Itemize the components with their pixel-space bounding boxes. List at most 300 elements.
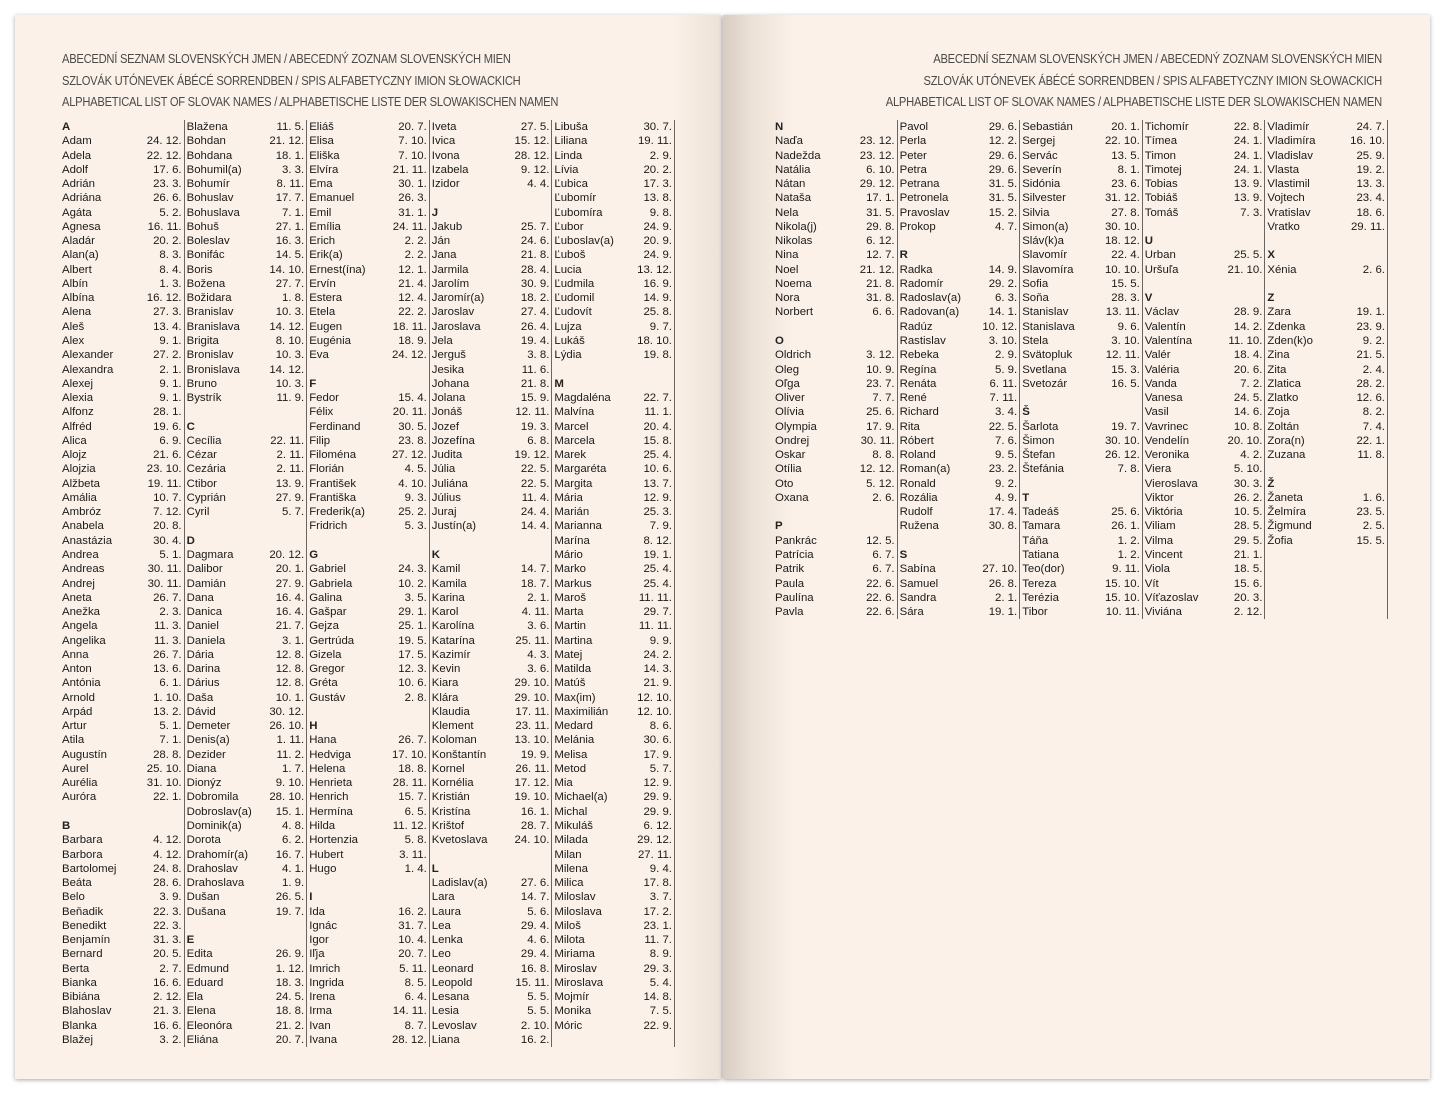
name-text: Móric <box>554 1019 583 1032</box>
name-day-date: 3. 6. <box>527 620 550 633</box>
name-text: Izabela <box>431 163 469 176</box>
name-day-date: 19. 12. <box>514 449 550 462</box>
name-text: Hugo <box>309 862 337 875</box>
name-entry <box>900 519 1018 533</box>
name-entry <box>432 676 550 690</box>
name-day-date: 31. 7. <box>398 919 427 932</box>
name-day-date: 24. 9. <box>643 249 672 262</box>
name-entry <box>62 833 182 847</box>
name-text: Dana <box>186 591 214 604</box>
name-day-date: 29. 6. <box>988 163 1018 176</box>
name-day-date: 29. 1. <box>398 606 427 619</box>
name-entry <box>62 1033 182 1047</box>
name-day-date: 18. 8. <box>275 1005 305 1018</box>
name-text: Klára <box>431 691 459 704</box>
name-text: Mária <box>554 491 583 504</box>
name-day-date: 3. 5. <box>404 591 427 604</box>
name-day-date: 10. 7. <box>153 491 182 504</box>
name-text: Emil <box>309 206 332 219</box>
name-entry <box>187 577 305 591</box>
name-entry <box>775 477 895 491</box>
name-entry <box>900 334 1018 348</box>
name-text: Anna <box>62 648 89 661</box>
name-day-date: 20. 3. <box>1233 591 1263 604</box>
name-entry <box>1022 120 1140 134</box>
name-text: Vladislav <box>1267 149 1313 162</box>
name-text: Vladimír <box>1267 121 1310 133</box>
name-text: Bartolomej <box>62 862 117 875</box>
name-entry <box>775 163 895 177</box>
name-text: Bronislava <box>186 363 240 376</box>
name-text: Arnold <box>62 691 95 704</box>
name-day-date: 13. 10. <box>514 734 550 747</box>
name-text: Emília <box>309 220 341 233</box>
name-day-date: 7. 8. <box>1117 463 1140 476</box>
letter-heading-text: I <box>309 891 313 904</box>
name-day-date: 12. 4. <box>398 292 427 305</box>
name-entry <box>1145 163 1263 177</box>
name-entry <box>309 263 427 277</box>
name-text: Ľudmila <box>554 277 595 290</box>
name-day-date: 28. 12. <box>391 1034 427 1046</box>
name-entry <box>900 391 1018 405</box>
name-entry <box>900 577 1018 591</box>
name-text: Sebastián <box>1022 121 1073 133</box>
name-text: Sára <box>899 606 924 619</box>
name-day-date: 2. 6. <box>1362 263 1385 276</box>
name-entry <box>1022 605 1140 619</box>
name-entry <box>187 1033 305 1047</box>
name-text: Albína <box>62 292 95 305</box>
spacer <box>309 363 427 377</box>
name-text: Nátan <box>775 178 806 191</box>
right-header <box>886 48 1382 113</box>
name-day-date: 6. 12. <box>866 235 895 248</box>
name-text: Aladár <box>62 235 95 248</box>
name-day-date: 2. 12. <box>153 991 182 1004</box>
name-entry <box>554 1004 672 1018</box>
name-day-date: 8. 9. <box>649 948 672 961</box>
name-entry <box>1145 505 1263 519</box>
name-day-date: 10. 6. <box>643 463 672 476</box>
name-entry <box>62 762 182 776</box>
name-day-date: 13. 2. <box>153 705 182 718</box>
name-text: Vanda <box>1144 377 1177 390</box>
name-entry <box>187 391 305 405</box>
name-day-date: 8. 8. <box>872 449 895 462</box>
name-day-date: 8. 3. <box>159 249 182 262</box>
name-day-date: 27. 1. <box>275 220 305 233</box>
name-text: Martina <box>554 634 593 647</box>
name-entry <box>432 762 550 776</box>
name-entry <box>187 277 305 291</box>
name-entry <box>309 805 427 819</box>
name-entry <box>309 434 427 448</box>
name-text: Víťazoslav <box>1144 591 1199 604</box>
name-day-date: 12. 8. <box>275 677 305 690</box>
name-entry <box>309 562 427 576</box>
name-day-date: 4. 11. <box>521 606 550 619</box>
name-text: Daniela <box>186 634 226 647</box>
name-entry <box>309 234 427 248</box>
name-text: Malvína <box>554 406 595 419</box>
name-entry <box>187 548 305 562</box>
name-text: Irena <box>309 991 336 1004</box>
letter-heading <box>432 548 550 562</box>
name-entry <box>554 790 672 804</box>
name-entry <box>62 1004 182 1018</box>
name-day-date: 18. 3. <box>275 976 305 989</box>
name-entry <box>432 348 550 362</box>
name-text: Barbora <box>62 848 103 861</box>
name-text: Branislav <box>186 306 234 319</box>
name-day-date: 12. 5. <box>866 534 895 547</box>
name-day-date: 26. 7. <box>153 648 182 661</box>
name-entry <box>309 947 427 961</box>
name-text: Ľubor <box>554 220 584 233</box>
name-day-date: 30. 11. <box>147 577 182 590</box>
name-entry <box>62 691 182 705</box>
name-text: Paula <box>775 577 805 590</box>
name-entry <box>187 491 305 505</box>
name-text: Milena <box>554 862 588 875</box>
name-entry <box>1145 577 1263 591</box>
name-day-date: 15. 9. <box>520 392 550 405</box>
name-entry <box>432 220 550 234</box>
name-day-date: 9. 11. <box>1112 563 1140 576</box>
name-entry <box>900 206 1018 220</box>
letter-heading <box>187 933 305 947</box>
name-text: Koloman <box>431 734 477 747</box>
name-entry <box>554 990 672 1004</box>
name-day-date: 11. 2. <box>276 748 305 761</box>
name-text: Noema <box>775 277 812 290</box>
name-entry <box>1267 405 1385 419</box>
name-entry <box>62 149 182 163</box>
name-text: Erik(a) <box>309 249 343 262</box>
name-entry <box>775 177 895 191</box>
name-entry <box>432 705 550 719</box>
letter-heading <box>62 819 182 833</box>
name-text: Mia <box>554 777 573 790</box>
name-text: Dušan <box>186 891 220 904</box>
name-text: Júlia <box>431 463 456 476</box>
name-day-date: 24. 1. <box>1233 149 1263 162</box>
name-text: Anežka <box>62 606 100 619</box>
name-day-date: 3. 10. <box>988 334 1018 347</box>
name-text: Viktória <box>1144 506 1183 519</box>
name-day-date: 28. 7. <box>520 820 550 833</box>
name-entry <box>1022 320 1140 334</box>
name-text: Cyprián <box>186 491 226 504</box>
name-entry <box>1145 248 1263 262</box>
name-day-date: 22. 2. <box>398 306 427 319</box>
name-text: Drahoslav <box>186 862 238 875</box>
name-day-date: 2. 6. <box>872 491 895 504</box>
name-entry <box>900 277 1018 291</box>
name-day-date: 3. 11. <box>399 848 427 861</box>
name-entry <box>62 134 182 148</box>
spacer <box>775 320 895 334</box>
name-entry <box>1022 134 1140 148</box>
name-entry <box>900 120 1018 134</box>
name-text: Tomáš <box>1144 206 1179 219</box>
name-entry <box>187 120 305 134</box>
name-text: Daniel <box>186 620 219 633</box>
spacer <box>775 505 895 519</box>
name-day-date: 27. 11. <box>637 848 672 861</box>
name-text: Sergej <box>1022 135 1056 148</box>
name-text: Aleš <box>62 320 85 333</box>
name-entry <box>554 548 672 562</box>
name-entry <box>900 149 1018 163</box>
name-entry <box>62 348 182 362</box>
name-text: Nikola(j) <box>775 220 817 233</box>
name-entry <box>62 305 182 319</box>
name-text: Michal <box>554 805 588 818</box>
name-day-date: 14. 7. <box>520 891 550 904</box>
name-text: Eduard <box>186 976 224 989</box>
name-entry <box>554 334 672 348</box>
name-text: Edita <box>186 948 213 961</box>
name-entry <box>432 819 550 833</box>
name-day-date: 11. 1. <box>644 406 672 419</box>
name-entry <box>309 848 427 862</box>
name-day-date: 30. 10. <box>1104 434 1140 447</box>
name-day-date: 27. 6. <box>520 877 550 890</box>
name-text: Nadežda <box>775 149 821 162</box>
name-entry <box>432 177 550 191</box>
name-entry <box>309 519 427 533</box>
name-text: Rita <box>899 420 920 433</box>
name-entry <box>62 705 182 719</box>
name-entry <box>1022 462 1140 476</box>
name-day-date: 13. 9. <box>1233 178 1263 191</box>
name-entry <box>187 790 305 804</box>
name-entry <box>1145 263 1263 277</box>
name-text: Marián <box>554 506 590 519</box>
name-day-date: 9. 8. <box>649 206 672 219</box>
name-entry <box>187 505 305 519</box>
name-text: Milan <box>554 848 582 861</box>
name-entry <box>432 776 550 790</box>
name-text: Atila <box>62 734 85 747</box>
name-entry <box>554 976 672 990</box>
name-text: Benedikt <box>62 919 107 932</box>
name-day-date: 30. 1. <box>398 178 427 191</box>
letter-heading <box>309 548 427 562</box>
name-entry <box>554 448 672 462</box>
name-text: Sandra <box>899 591 937 604</box>
name-day-date: 21. 6. <box>153 449 182 462</box>
name-text: Nataša <box>775 192 812 205</box>
name-text: Henrich <box>309 791 349 804</box>
name-entry <box>1145 534 1263 548</box>
name-day-date: 22. 7. <box>643 392 672 405</box>
name-text: Oldrich <box>775 349 812 362</box>
name-text: Nina <box>775 249 799 262</box>
name-day-date: 8. 2. <box>1362 406 1385 419</box>
name-day-date: 4. 9. <box>995 491 1018 504</box>
name-day-date: 24. 9. <box>643 220 672 233</box>
header-line-czech-slovak: ABECEDNÍ SEZNAM SLOVENSKÝCH JMEN / ABECEDNÝ ZOZNAM SLOVENSKÝCH MIEN <box>62 51 511 66</box>
name-entry <box>62 662 182 676</box>
name-text: Patrícia <box>775 548 814 561</box>
name-entry <box>187 363 305 377</box>
name-day-date: 17. 11. <box>515 705 550 718</box>
name-day-date: 13. 6. <box>153 663 182 676</box>
name-entry <box>187 748 305 762</box>
name-day-date: 6. 10. <box>866 163 895 176</box>
name-entry <box>775 363 895 377</box>
name-text: Zlatica <box>1267 377 1301 390</box>
name-day-date: 10. 10. <box>1104 263 1140 276</box>
name-day-date: 29. 11. <box>1350 220 1385 233</box>
name-text: Angelika <box>62 634 106 647</box>
name-day-date: 19. 1. <box>1356 306 1385 319</box>
name-text: Radka <box>899 263 933 276</box>
name-entry <box>554 1019 672 1033</box>
name-day-date: 8. 11. <box>276 178 305 191</box>
name-entry <box>900 505 1018 519</box>
name-day-date: 8. 1. <box>1117 163 1140 176</box>
name-day-date: 21. 12. <box>859 263 895 276</box>
name-day-date: 13. 5. <box>1111 149 1140 162</box>
name-entry <box>1267 305 1385 319</box>
name-day-date: 28. 9. <box>1233 306 1263 319</box>
name-text: Slavomír <box>1022 249 1068 262</box>
name-text: Oto <box>775 477 794 490</box>
name-day-date: 20. 5. <box>153 948 182 961</box>
name-entry <box>554 534 672 548</box>
name-day-date: 28. 1. <box>153 406 182 419</box>
name-text: Valentína <box>1144 334 1193 347</box>
name-text: Július <box>431 491 461 504</box>
name-day-date: 7. 4. <box>1362 420 1385 433</box>
name-day-date: 31. 10. <box>146 777 182 790</box>
name-day-date: 8. 6. <box>649 720 672 733</box>
name-entry <box>554 705 672 719</box>
name-entry <box>309 120 427 134</box>
letter-heading-text: N <box>775 121 784 133</box>
spacer <box>1145 220 1263 234</box>
name-text: Johana <box>431 377 470 390</box>
name-text: Vasil <box>1144 406 1169 419</box>
name-text: Olympia <box>775 420 817 433</box>
name-day-date: 13. 3. <box>1356 178 1385 191</box>
name-text: Etela <box>309 306 336 319</box>
name-day-date: 27. 2. <box>153 349 182 362</box>
name-day-date: 2. 8. <box>404 691 427 704</box>
name-text: Anastázia <box>62 534 113 547</box>
name-entry <box>62 1019 182 1033</box>
name-entry <box>554 848 672 862</box>
name-text: Cézar <box>186 449 217 462</box>
name-entry <box>554 305 672 319</box>
name-text: Petrana <box>899 178 940 191</box>
name-entry <box>1022 220 1140 234</box>
name-day-date: 24. 5. <box>275 991 305 1004</box>
name-day-date: 16. 7. <box>275 848 305 861</box>
letter-heading <box>309 719 427 733</box>
name-text: Jozef <box>431 420 460 433</box>
name-day-date: 11. 11. <box>638 591 672 604</box>
name-day-date: 17. 7. <box>275 192 305 205</box>
name-text: Olívia <box>775 406 805 419</box>
name-day-date: 10. 9. <box>866 363 895 376</box>
name-text: Vojtech <box>1267 192 1305 205</box>
name-day-date: 3. 2. <box>159 1034 182 1046</box>
name-day-date: 25. 7. <box>520 220 550 233</box>
name-day-date: 6. 11. <box>989 377 1018 390</box>
name-text: Ľuboslav(a) <box>554 235 614 248</box>
name-text: Eliána <box>186 1034 219 1046</box>
name-entry <box>1145 348 1263 362</box>
name-text: Galina <box>309 591 343 604</box>
name-day-date: 11. 12. <box>392 820 427 833</box>
name-day-date: 21. 3. <box>153 1005 182 1018</box>
name-day-date: 28. 2. <box>1356 377 1385 390</box>
name-text: Max(im) <box>554 691 596 704</box>
name-entry <box>775 448 895 462</box>
name-text: Milica <box>554 877 584 890</box>
name-entry <box>62 719 182 733</box>
name-text: Albín <box>62 277 88 290</box>
name-text: Otília <box>775 463 802 476</box>
name-text: Terézia <box>1022 591 1059 604</box>
name-text: Damián <box>186 577 226 590</box>
name-entry <box>1145 363 1263 377</box>
name-text: Imrich <box>309 962 341 975</box>
name-text: Eliška <box>309 149 340 162</box>
name-text: Pravoslav <box>899 206 950 219</box>
name-entry <box>62 163 182 177</box>
name-day-date: 6. 7. <box>872 563 895 576</box>
name-text: Ctibor <box>186 477 217 490</box>
name-entry <box>1145 134 1263 148</box>
name-text: Jarmila <box>431 263 469 276</box>
name-entry <box>62 748 182 762</box>
name-entry <box>309 477 427 491</box>
name-text: Adolf <box>62 163 88 176</box>
name-text: Karol <box>431 606 459 619</box>
name-day-date: 28. 6. <box>153 877 182 890</box>
name-entry <box>1022 263 1140 277</box>
name-text: Tadeáš <box>1022 506 1059 519</box>
name-entry <box>309 591 427 605</box>
name-text: Demeter <box>186 720 231 733</box>
name-entry <box>1145 519 1263 533</box>
name-entry <box>900 305 1018 319</box>
spacer <box>187 405 305 419</box>
name-day-date: 28. 8. <box>153 748 182 761</box>
letter-heading <box>1145 291 1263 305</box>
name-day-date: 17. 10. <box>391 748 427 761</box>
name-text: Zoltán <box>1267 420 1300 433</box>
name-text: Martin <box>554 620 587 633</box>
name-day-date: 6. 4. <box>404 991 427 1004</box>
name-entry <box>309 149 427 163</box>
name-day-date: 29. 6. <box>988 149 1018 162</box>
name-text: Šimon <box>1022 434 1055 447</box>
name-day-date: 18. 2. <box>520 292 550 305</box>
name-text: Ján <box>431 235 451 248</box>
name-day-date: 1. 12. <box>275 962 305 975</box>
name-text: Tímea <box>1144 135 1178 148</box>
name-entry <box>187 334 305 348</box>
name-day-date: 20. 1. <box>275 563 305 576</box>
name-text: Estera <box>309 292 343 305</box>
